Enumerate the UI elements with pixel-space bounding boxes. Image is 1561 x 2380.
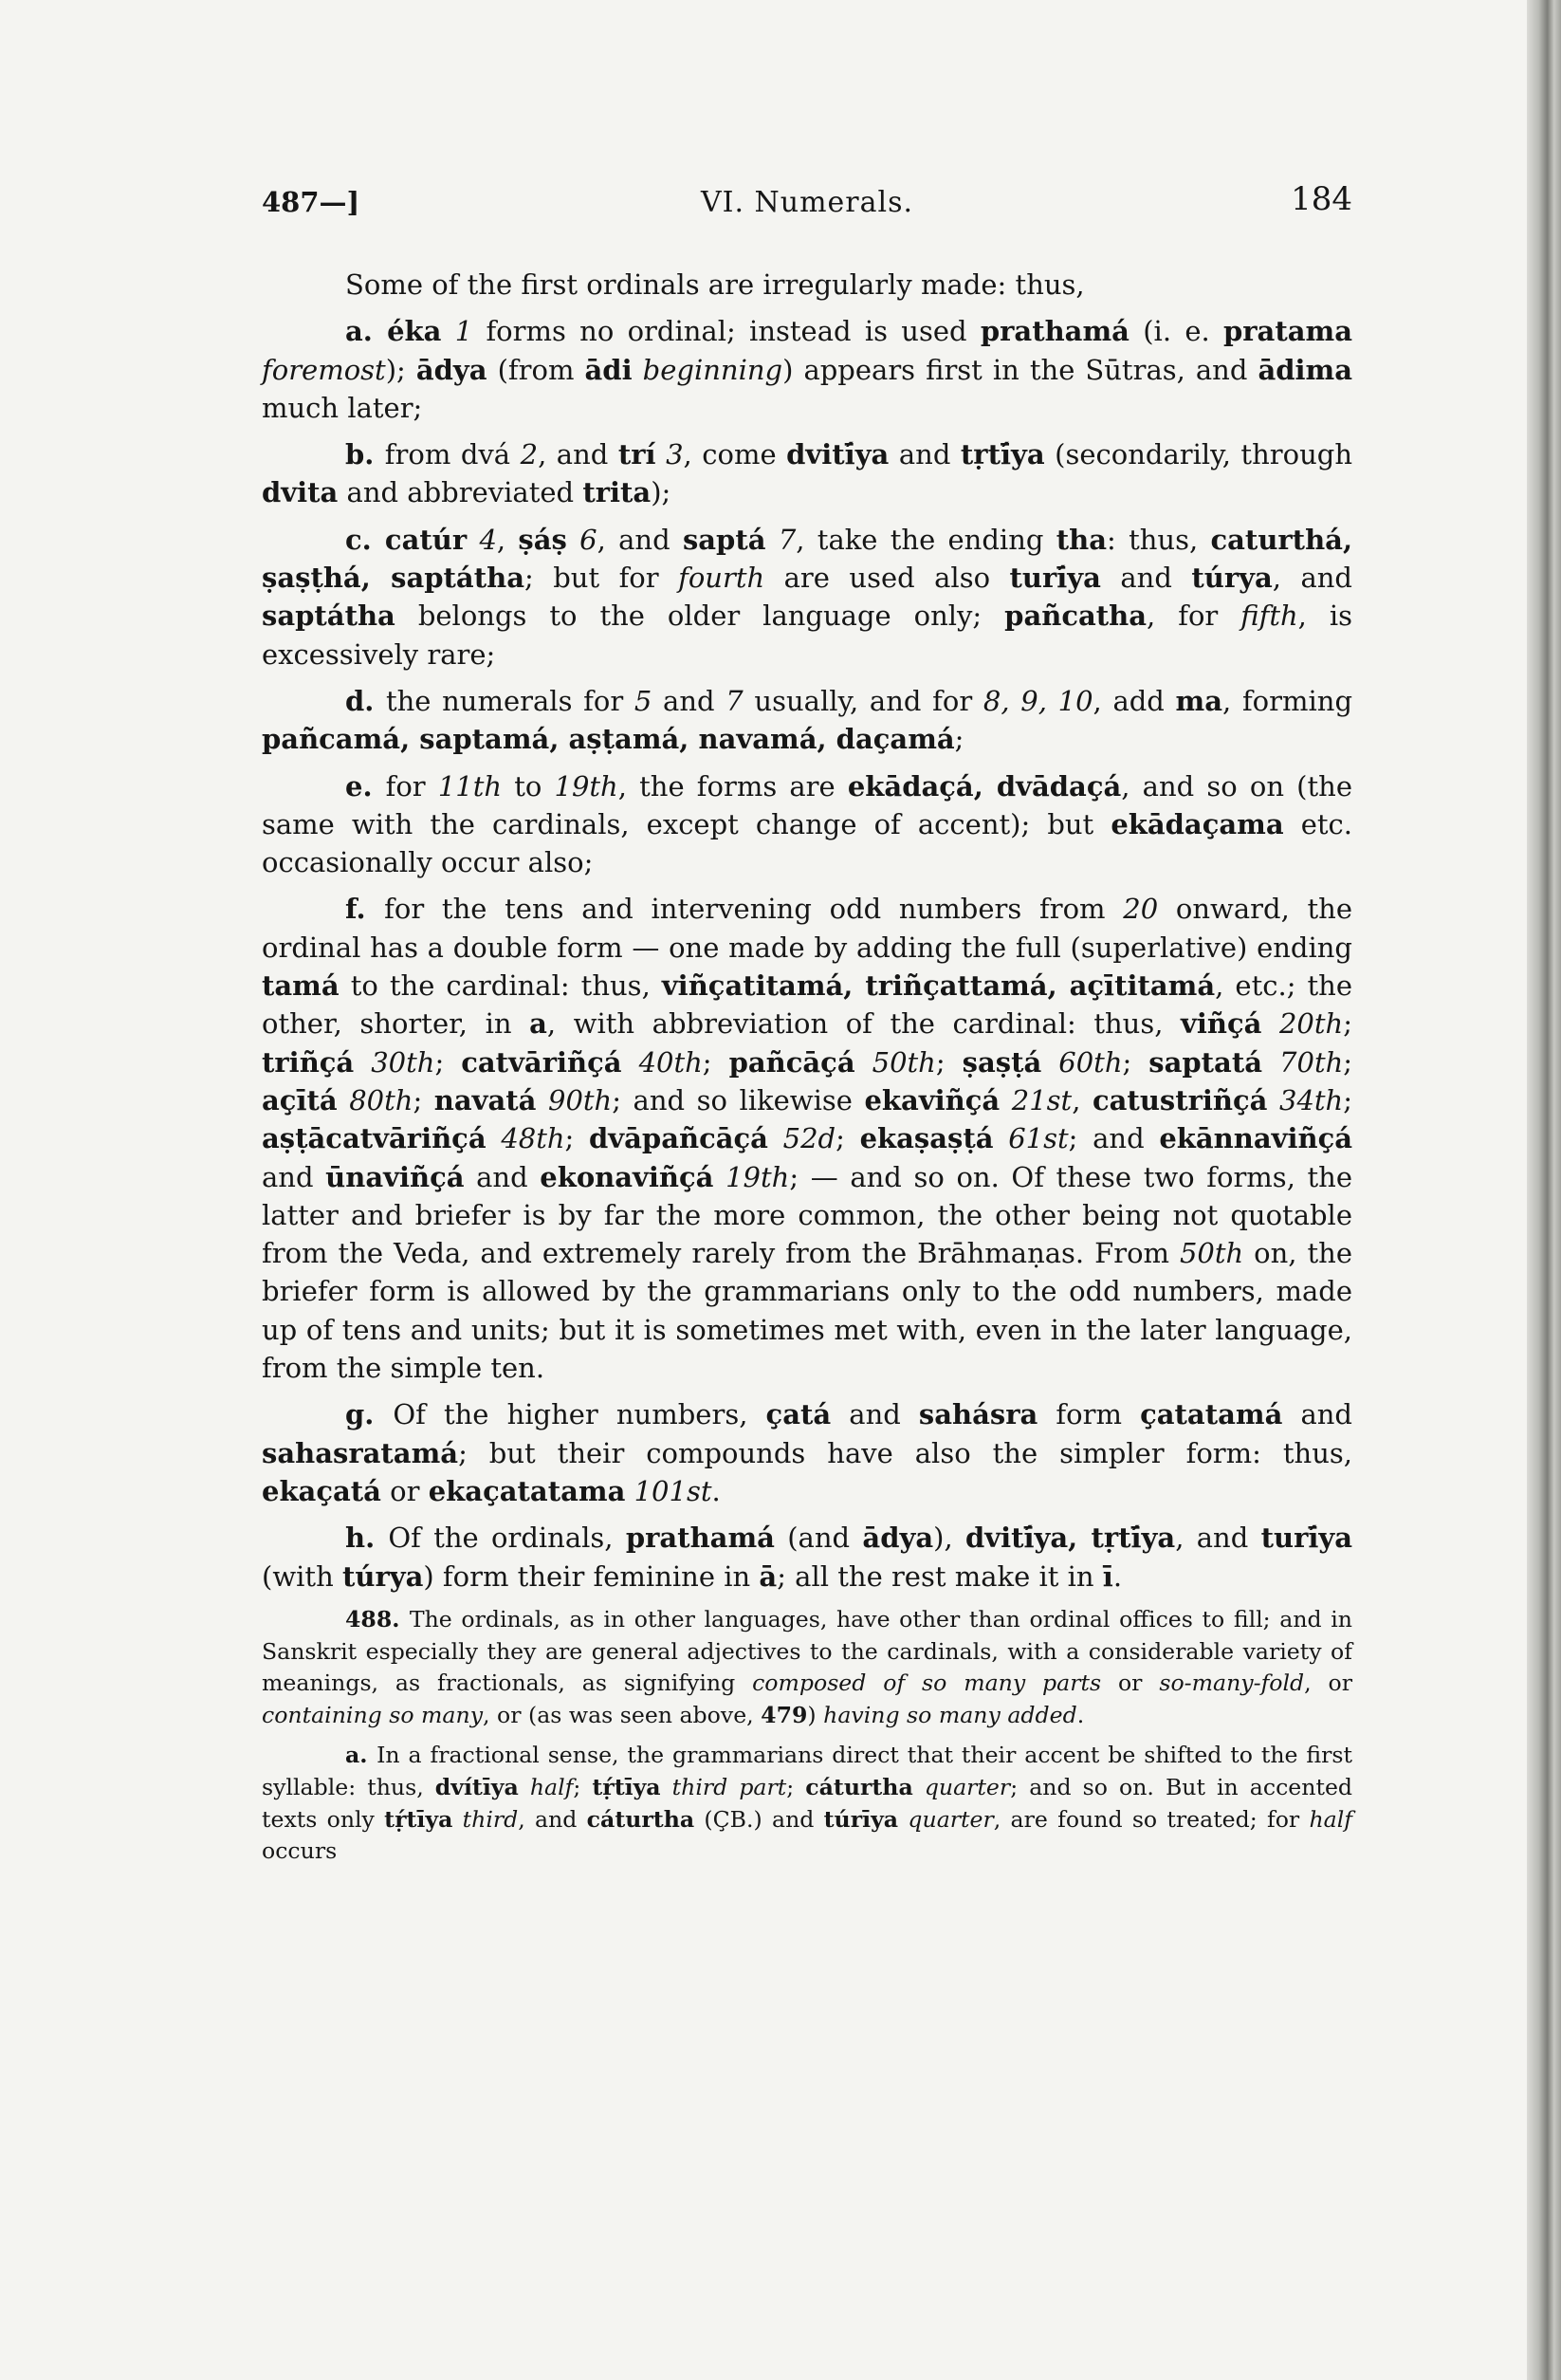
text-run: , or (as was seen above,	[483, 1702, 762, 1729]
text-run: ; and so likewise	[612, 1083, 865, 1116]
text-run: ;	[786, 1773, 806, 1800]
bold-term: túrya	[341, 1559, 424, 1593]
text-run	[1000, 1084, 1012, 1116]
bold-term: prathamá	[980, 315, 1129, 348]
italic-gloss: 21st	[1011, 1083, 1073, 1116]
text-run: The ordinals, as in other languages, have other than ordinal offices to fill; and in Sanskrit especially they are general adjectives to the cardinals, with a considerable variety of meanings, as fractionals, as signifying	[262, 1605, 1352, 1697]
bold-term: cáturtha	[805, 1773, 913, 1800]
bold-term: tṛ́tīya	[592, 1773, 661, 1800]
text-run: ),	[933, 1522, 965, 1555]
text-run: on, the briefer form is allowed by the grammarians only to the odd numbers, made up of tens and units; but it is sometimes met with, even in the later language, from the simple ten.	[262, 1237, 1352, 1385]
text-run: ;	[935, 1045, 963, 1079]
text-run: In a fractional sense, the grammarians direct that their accent be shifted to the first syllable: thus,	[262, 1741, 1352, 1800]
bold-term: a	[529, 1007, 547, 1041]
text-run: and	[464, 1160, 541, 1193]
bold-term: açītá	[262, 1083, 338, 1116]
bold-term: ekādaçama	[1111, 807, 1284, 840]
bold-term: çatatamá	[1140, 1398, 1283, 1431]
text-run: ;	[1343, 1045, 1353, 1079]
text-run	[898, 1806, 908, 1833]
bold-term: ādya	[415, 353, 487, 386]
text-run	[338, 1084, 350, 1116]
text-run: or	[380, 1474, 429, 1507]
paragraph	[262, 1740, 1352, 1868]
italic-gloss: half	[1309, 1805, 1353, 1833]
text-run: occurs	[262, 1837, 338, 1865]
text-run: , forming	[1222, 684, 1353, 717]
bold-term: caturthá, ṣaṣṭhá, saptátha	[262, 523, 1353, 595]
italic-gloss: 50th	[1179, 1237, 1244, 1270]
bold-term: ekādaçá, dvādaçá	[847, 769, 1122, 803]
text-run: from dvá	[384, 438, 521, 471]
text-run: , and	[538, 438, 618, 471]
text-run: ;	[413, 1083, 434, 1116]
text-run: and	[1282, 1398, 1352, 1431]
text-run: )	[807, 1702, 824, 1729]
bold-term: ekaṣaṣṭá	[859, 1122, 994, 1155]
bold-term: trí	[617, 438, 656, 471]
italic-gloss: half	[529, 1773, 574, 1800]
italic-gloss: beginning	[642, 353, 783, 386]
bold-term: turī́ya	[1260, 1522, 1353, 1555]
text-run: , for	[1147, 600, 1241, 633]
bold-term: ekonaviñçá	[540, 1160, 714, 1193]
text-run: forms no ordinal; instead is used	[472, 315, 981, 348]
text-run: belongs to the older language only;	[395, 600, 1005, 633]
bold-term: viñçá	[1181, 1007, 1262, 1041]
text-run: , and	[1272, 562, 1353, 595]
text-run: form	[1038, 1398, 1141, 1431]
text-run: (from	[487, 353, 585, 386]
text-run: (ÇB.) and	[694, 1805, 824, 1833]
small-paragraphs	[262, 1604, 1352, 1868]
text-run: and	[262, 1160, 326, 1193]
italic-gloss: 30th	[371, 1045, 435, 1079]
page-number: 184	[1291, 180, 1352, 218]
italic-gloss: 3	[666, 438, 684, 471]
bold-term: sahásra	[918, 1398, 1038, 1431]
bold-term: dvítīya	[434, 1773, 519, 1800]
text-run	[441, 315, 454, 347]
text-run: );	[651, 476, 671, 509]
italic-gloss: third	[462, 1805, 519, 1833]
italic-gloss: third part	[671, 1773, 787, 1800]
bold-term: trita	[582, 476, 652, 509]
text-run: ;	[954, 723, 964, 756]
text-run: and	[889, 438, 961, 471]
bold-term: f.	[345, 893, 385, 926]
text-run: ; and	[1068, 1122, 1160, 1155]
italic-gloss: containing so many	[262, 1702, 484, 1729]
italic-gloss: 70th	[1279, 1045, 1344, 1079]
text-run: , etc.; the other, shorter, in	[262, 969, 1352, 1041]
text-run	[467, 524, 479, 556]
text-run: and abbreviated	[338, 476, 583, 509]
text-run	[713, 1161, 725, 1193]
text-run	[625, 1475, 634, 1507]
text-run: , come	[683, 438, 787, 471]
text-run	[633, 354, 643, 386]
bold-term: éka	[387, 315, 442, 348]
bold-term: pañcatha	[1004, 600, 1148, 633]
main-paragraphs	[262, 266, 1352, 1596]
text-run	[1267, 1084, 1279, 1116]
bold-term: tamá	[262, 969, 340, 1003]
italic-gloss: 80th	[349, 1083, 413, 1116]
text-run: , and	[518, 1805, 587, 1833]
text-run	[768, 1122, 783, 1154]
text-run	[622, 1046, 639, 1079]
text-run: ;	[702, 1045, 729, 1079]
italic-gloss: 19th	[725, 1160, 790, 1193]
bold-term: ekānnaviñçá	[1159, 1122, 1353, 1155]
bold-term: saptátha	[262, 600, 395, 633]
text-run: or	[1101, 1670, 1160, 1697]
text-run	[994, 1122, 1009, 1154]
bold-term: prathamá	[625, 1522, 775, 1555]
italic-gloss: having so many added	[823, 1702, 1077, 1729]
bold-term: ādima	[1258, 353, 1353, 386]
bold-term: c.	[345, 523, 385, 556]
bold-term: d.	[345, 684, 386, 717]
text-run: , and so on (the same with the cardinals, except change of accent); but	[262, 769, 1352, 840]
bold-term: túrya	[1191, 562, 1273, 595]
bold-term: 488.	[345, 1605, 410, 1633]
bold-term: tha	[1056, 523, 1108, 556]
section-marker: 487—]	[262, 186, 360, 218]
italic-gloss: 61st	[1008, 1122, 1069, 1155]
bold-term: navatá	[433, 1083, 537, 1116]
paragraph	[262, 1519, 1352, 1596]
italic-gloss: 34th	[1279, 1083, 1344, 1116]
italic-gloss: 7	[778, 523, 797, 556]
text-run: ; but for	[524, 562, 679, 595]
bold-term: çatá	[765, 1398, 832, 1431]
text-run: , and	[1175, 1522, 1261, 1555]
bold-term: triñçá	[262, 1045, 355, 1079]
italic-gloss: quarter	[924, 1773, 1011, 1800]
text-run: ) appears first in the Sūtras, and	[782, 353, 1258, 386]
italic-gloss: 1	[454, 315, 473, 348]
text-run: etc. occasionally occur also;	[262, 807, 1353, 879]
italic-gloss: 52d	[782, 1122, 836, 1155]
text-run: (i. e.	[1129, 315, 1223, 348]
bold-term: túrīya	[823, 1805, 899, 1833]
bold-term: cáturtha	[586, 1805, 695, 1833]
body-text	[262, 266, 1352, 1875]
text-run: and	[831, 1398, 919, 1431]
italic-gloss: fifth	[1240, 600, 1298, 633]
bold-term: a.	[345, 315, 388, 348]
text-run: .	[711, 1474, 721, 1507]
text-run: , is excessively rare;	[262, 600, 1353, 671]
text-run: , take the ending	[796, 523, 1056, 556]
text-run	[354, 1046, 371, 1079]
italic-gloss: so-many-fold	[1159, 1670, 1305, 1697]
text-run: ;	[1343, 1007, 1352, 1041]
italic-gloss: composed of so many parts	[752, 1670, 1102, 1697]
text-run: Of the higher numbers,	[393, 1398, 766, 1431]
text-run: , the forms are	[617, 769, 848, 803]
italic-gloss: 7	[725, 684, 744, 717]
text-run: ;	[434, 1045, 462, 1079]
text-run	[1041, 1046, 1058, 1079]
text-run: and	[652, 684, 726, 717]
italic-gloss: 6	[579, 523, 597, 556]
bold-term: b.	[345, 438, 385, 471]
bold-term: ekaçatá	[262, 1474, 381, 1507]
bold-term: ūnaviñçá	[325, 1160, 465, 1193]
text-run: Of the ordinals,	[388, 1522, 626, 1555]
text-run: to	[502, 769, 555, 803]
text-run: (and	[774, 1522, 863, 1555]
text-run: and	[1100, 562, 1192, 595]
italic-gloss: 60th	[1058, 1045, 1123, 1079]
italic-gloss: 20	[1123, 893, 1159, 926]
bold-term: ṣáṣ	[518, 523, 567, 556]
paragraph	[262, 266, 1352, 304]
text-run: .	[1112, 1559, 1123, 1593]
bold-term: g.	[345, 1398, 394, 1431]
paragraph	[262, 312, 1352, 427]
bold-term: viñçatitamá, triñçattamá, açītitamá	[661, 969, 1216, 1003]
bold-term: ma	[1175, 684, 1223, 717]
bold-term: saptatá	[1148, 1045, 1263, 1079]
bold-term: ī	[1102, 1559, 1113, 1593]
text-run: ; — and so on. Of these two forms, the latter and briefer is by far the more common, the other being not quotable from the Veda, and extremely rarely from the Brāhmaṇas. From	[262, 1160, 1353, 1270]
text-run: to the cardinal: thus,	[339, 969, 662, 1003]
text-run: usually, and for	[743, 684, 983, 717]
bold-term: pañcāçá	[728, 1045, 855, 1079]
italic-gloss: 40th	[638, 1045, 703, 1079]
text-run: (with	[262, 1559, 342, 1593]
text-run	[661, 1774, 672, 1800]
bold-term: tṛ́tīya	[384, 1805, 453, 1833]
text-run: much later;	[262, 391, 423, 424]
italic-gloss: 11th	[437, 769, 503, 803]
text-run: , add	[1093, 684, 1176, 717]
text-run: .	[1076, 1702, 1085, 1729]
text-run: ;	[564, 1122, 589, 1155]
text-run: ,	[1072, 1083, 1093, 1116]
text-run	[913, 1774, 925, 1800]
text-run: ; and so on. But in accented texts only	[262, 1773, 1353, 1833]
italic-gloss: 4	[479, 523, 497, 556]
bold-term: sahasratamá	[262, 1436, 459, 1469]
italic-gloss: fourth	[678, 562, 765, 595]
chapter-title: VI. Numerals.	[700, 186, 914, 219]
text-run	[567, 524, 579, 556]
text-run	[487, 1122, 502, 1154]
text-run	[656, 438, 667, 470]
bold-term: catustriñçá	[1092, 1083, 1268, 1116]
italic-gloss: 2	[520, 438, 539, 471]
text-run	[1262, 1046, 1279, 1079]
page-edge	[1527, 0, 1561, 2380]
bold-term: tṛtī́ya	[960, 438, 1045, 471]
text-run: are used also	[764, 562, 1010, 595]
bold-term: catvāriñçá	[461, 1045, 622, 1079]
bold-term: dvāpañcāçá	[589, 1122, 768, 1155]
italic-gloss: 48th	[501, 1122, 565, 1155]
text-run: for	[385, 769, 438, 803]
bold-term: ā	[759, 1559, 778, 1593]
bold-term: 479	[761, 1702, 808, 1729]
text-run: ,	[496, 523, 519, 556]
text-run: , with abbreviation of the cardinal: thus,	[546, 1007, 1181, 1041]
bold-term: aṣṭācatvāriñçá	[262, 1122, 487, 1155]
bold-term: ekaviñçá	[864, 1083, 1001, 1116]
bold-term: ādi	[584, 353, 633, 386]
paragraph	[262, 767, 1352, 882]
text-run: : thus,	[1107, 523, 1211, 556]
text-run: ; but their compounds have also the simpler form: thus,	[458, 1436, 1352, 1469]
bold-term: ekaçatatama	[428, 1474, 626, 1507]
bold-term: dvita	[262, 476, 339, 509]
running-header	[262, 180, 1352, 228]
text-run: onward, the ordinal has a double form — one made by adding the full (superlative) ending	[262, 893, 1353, 964]
text-run: ;	[573, 1773, 593, 1800]
text-run: (secondarily, through	[1044, 438, 1352, 471]
bold-term: ādya	[862, 1522, 934, 1555]
bold-term: dvitī́ya, tṛtī́ya	[964, 1522, 1176, 1555]
text-run: , are found so treated; for	[993, 1805, 1310, 1833]
text-run: the numerals for	[385, 684, 634, 717]
text-run: , or	[1304, 1670, 1353, 1697]
bold-term: turī́ya	[1009, 562, 1101, 595]
bold-term: pañcamá, saptamá, aṣṭamá, navamá, daçamá	[262, 723, 955, 756]
italic-gloss: 5	[634, 684, 652, 717]
text-run	[855, 1046, 872, 1079]
text-run: );	[385, 353, 416, 386]
bold-term: pratama	[1223, 315, 1353, 348]
paragraph	[262, 521, 1352, 673]
text-run	[519, 1774, 530, 1800]
text-run	[766, 524, 779, 556]
italic-gloss: 101st	[634, 1474, 712, 1507]
text-run: ;	[1343, 1083, 1353, 1116]
italic-gloss: 20th	[1278, 1007, 1344, 1041]
text-run: ;	[1122, 1045, 1149, 1079]
text-run: Some of the first ordinals are irregularly made: thus,	[345, 268, 1085, 301]
text-run: ) form their feminine in	[423, 1559, 760, 1593]
italic-gloss: foremost	[262, 353, 386, 386]
paragraph	[262, 435, 1352, 512]
text-run: ; all the rest make it in	[777, 1559, 1103, 1593]
text-run: , and	[597, 523, 683, 556]
bold-term: dvitī́ya	[786, 438, 890, 471]
bold-term: e.	[345, 769, 386, 803]
text-run: ;	[836, 1122, 860, 1155]
paragraph	[262, 1395, 1352, 1510]
paragraph	[262, 682, 1352, 759]
paragraph	[262, 890, 1352, 1387]
paragraph	[262, 1604, 1352, 1732]
bold-term: saptá	[682, 523, 766, 556]
italic-gloss: 8, 9, 10	[983, 684, 1093, 717]
bold-term: a.	[345, 1741, 377, 1768]
text-run: for the tens and intervening odd numbers from	[384, 893, 1124, 926]
bold-term: ṣaṣṭá	[962, 1045, 1042, 1079]
bold-term: h.	[345, 1522, 389, 1555]
italic-gloss: 90th	[548, 1083, 613, 1116]
italic-gloss: 19th	[554, 769, 618, 803]
italic-gloss: quarter	[908, 1805, 994, 1833]
text-run	[536, 1084, 548, 1116]
italic-gloss: 50th	[872, 1045, 936, 1079]
bold-term: catúr	[384, 523, 468, 556]
text-run	[1261, 1007, 1279, 1040]
text-run	[452, 1806, 462, 1833]
